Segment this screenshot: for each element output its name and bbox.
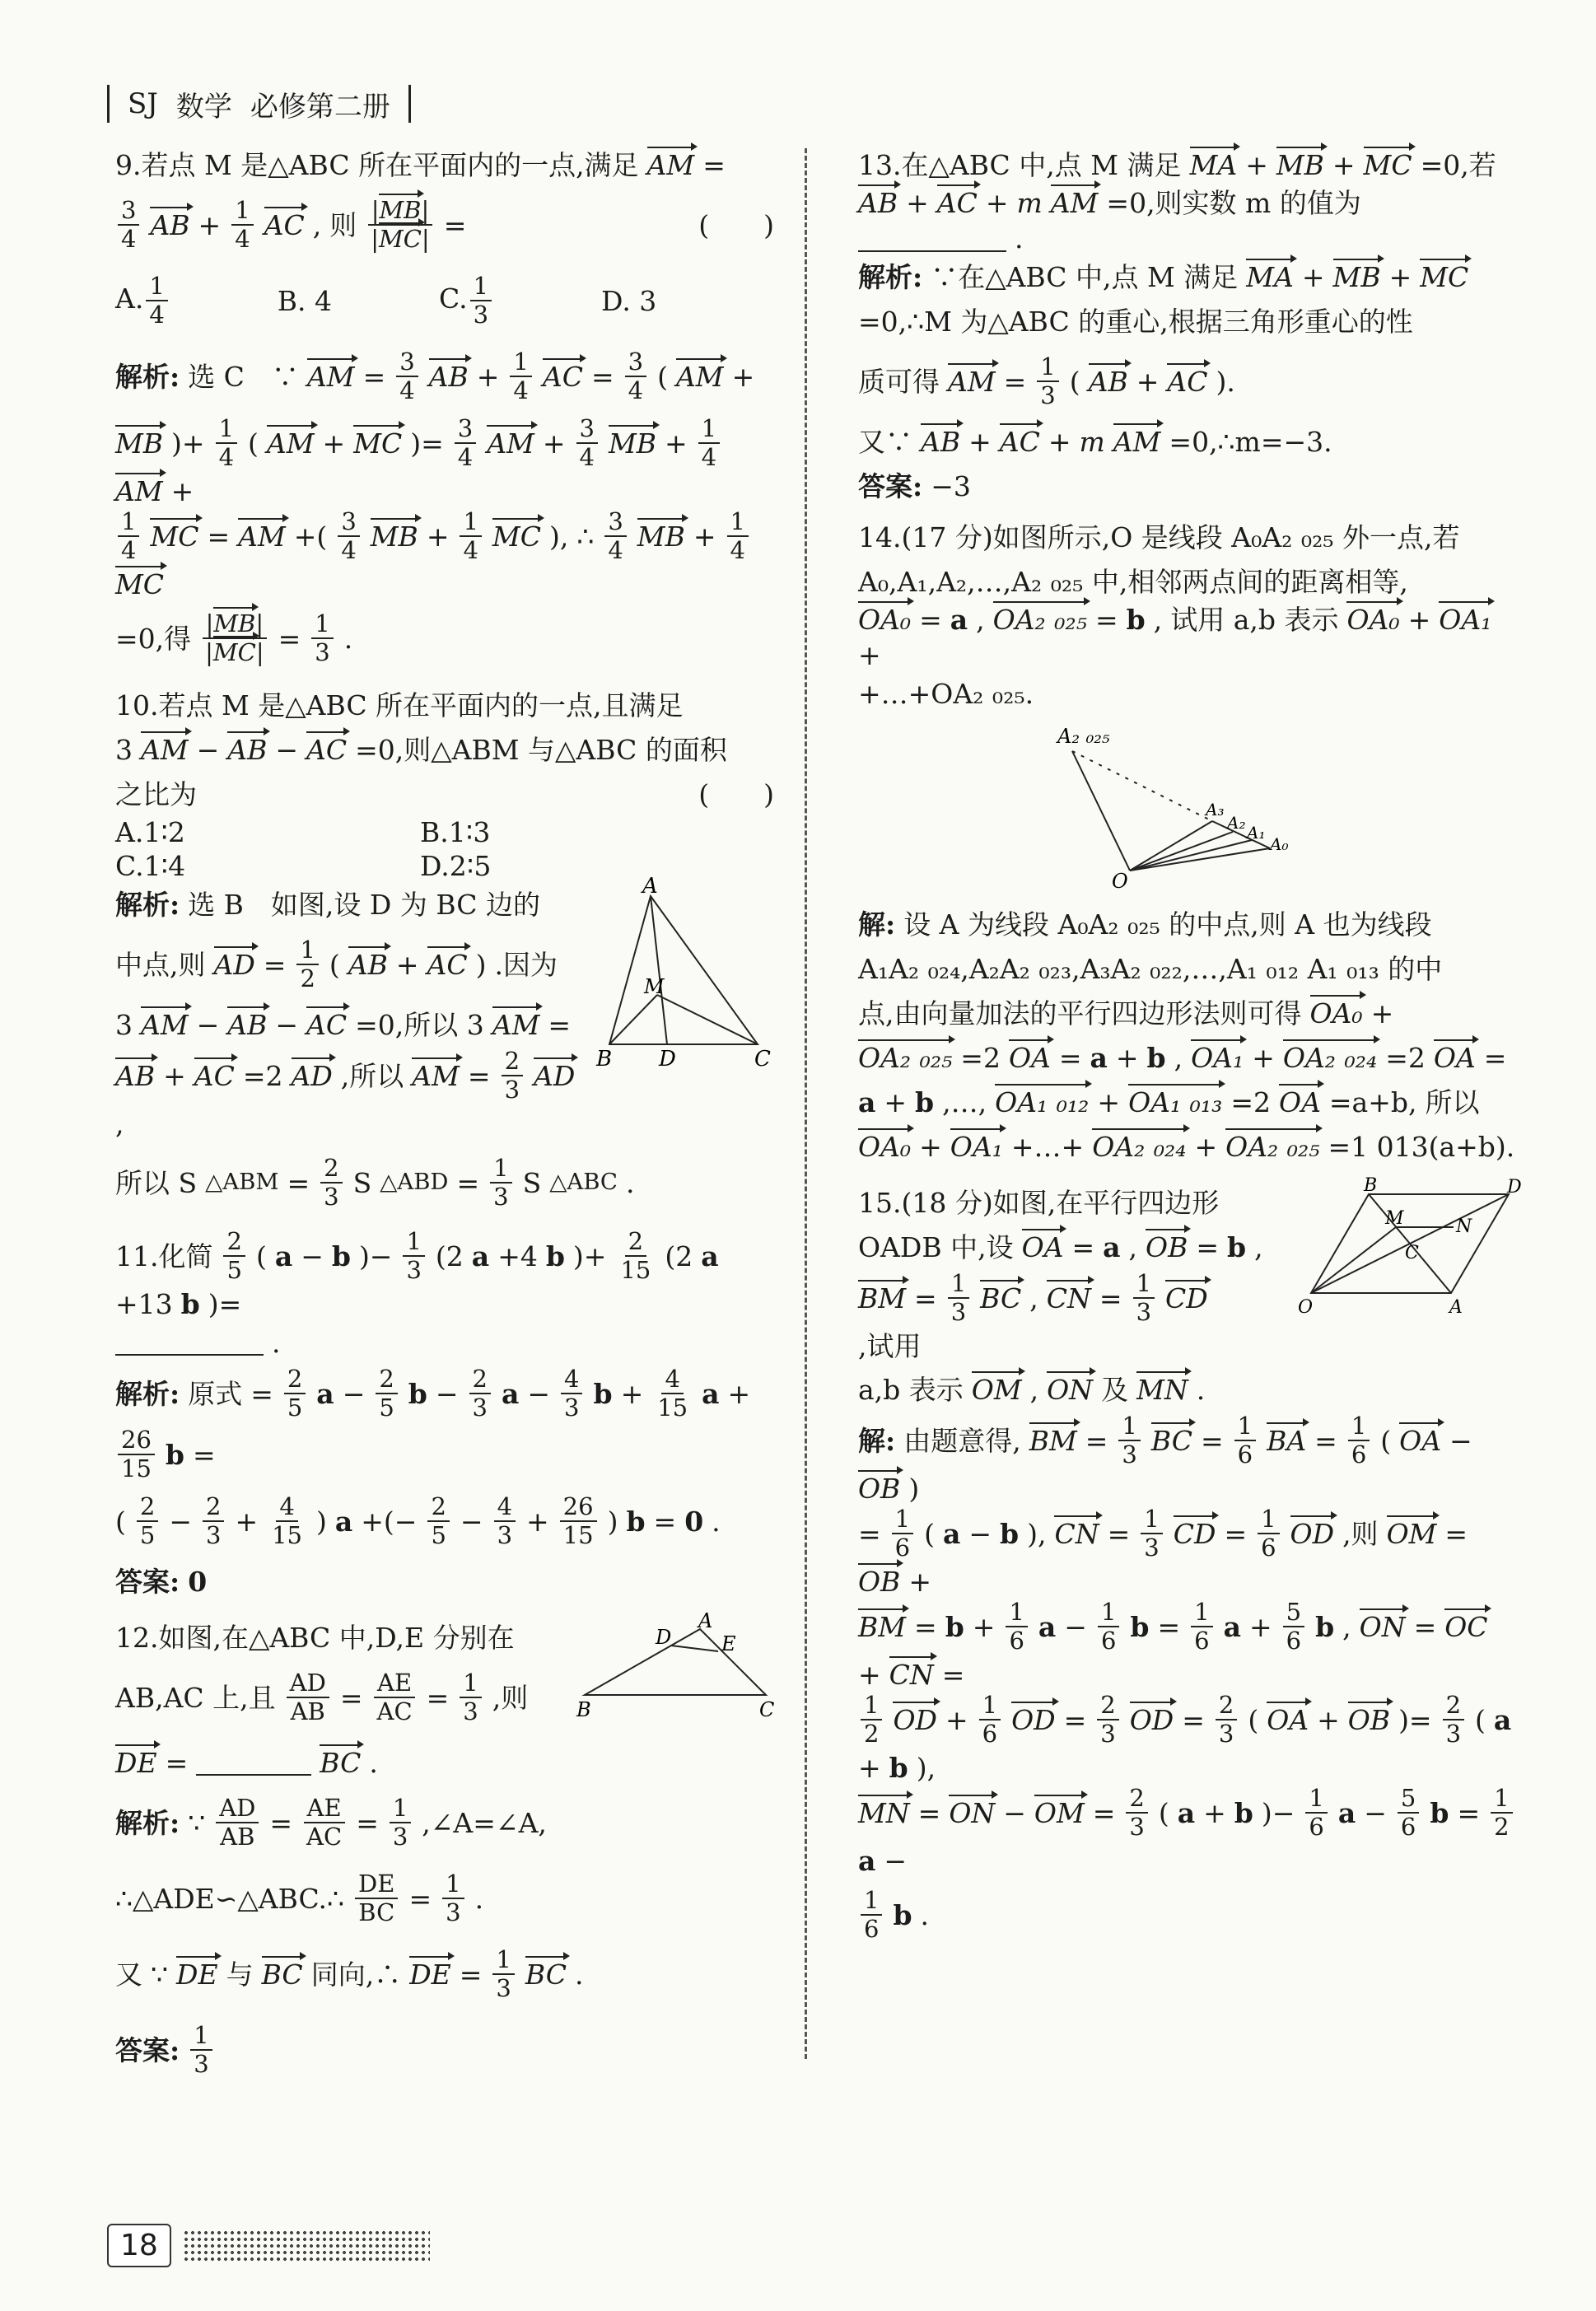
svg-text:O: O [1112,870,1128,893]
svg-text:C: C [759,1698,775,1721]
svg-text:M: M [1385,1208,1404,1229]
fig-label: C [754,1047,771,1071]
question-13: 13.在△ABC 中,点 M 满足 MA + MB + MC =0,若 AB + AC + m AM =0,则实数 m 的值为 . 解析: ∵在△ABC 中,点 M 满足 MA + MB + MC =0,∴M 为△ABC 的重心,根据三角形重心的性 质可得 AM = $\frac{1}{3}$ ( AB + AC ). 又∵ AB + AC + m AM =0,∴m=−3. 答案: −3 [858,148,1496,502]
option-c: C.1∶4 [115,850,186,882]
answer-blank [196,1749,311,1776]
svg-text:A₂: A₂ [1227,813,1246,833]
column-divider [805,148,807,2059]
left-column [115,140,774,2097]
page-footer [107,2224,430,2267]
svg-text:A₃: A₃ [1206,800,1225,819]
svg-text:B: B [1364,1175,1378,1196]
answer: −3 [931,469,971,502]
q10-options [115,816,774,882]
answer: 0 [188,1565,208,1598]
fan-figure-q14 [858,718,1517,899]
question-12: 12.如图,在△ABC 中,D,E 分别在 AB,AC 上,且 $\frac{AD}{AB}$ = $\frac{AE}{AC}$ = $\frac{1}{3}$ ,则 A D E B C DE = BC . 解析: ∵ $\frac{AD}{AB}$ = $\frac{AE}{AC}$ = $\frac{1}{3}$ ,∠A=∠A, ∴△ADE∽△ABC.∴ $\frac{DE}{BC}$ = $\frac{1}{3}$ . 又 ∵ DE 与 BC 同向,∴ DE = $\frac{1}{3}$ BC . 答案: $\frac{1}{3}$ [115,1609,775,2078]
jiexi-label: 解析: [115,1806,180,1839]
decorative-dots [183,2229,430,2262]
triangle-figure-q12 [576,1609,775,1721]
fig-label: A [642,874,658,899]
answer-paren: ( ) [698,777,774,810]
option-d: D.2∶5 [420,850,492,882]
svg-text:N: N [1456,1216,1472,1237]
jie-label: 解: [858,908,896,941]
q9-stem: 9.若点 M 是△ABC 所在平面内的一点,满足 [115,148,639,181]
jiexi-label: 解析: [115,888,180,921]
answer-label: 答案: [858,469,923,502]
parallelogram-figure-q15 [1295,1175,1522,1318]
svg-text:A: A [698,1609,713,1632]
q9-options [115,265,774,336]
page-number: 18 [107,2224,171,2267]
q10-stem: 10.若点 M 是△ABC 所在平面内的一点,且满足 [115,689,684,721]
vector: AM [646,148,695,181]
svg-text:A₂ ₀₂₅: A₂ ₀₂₅ [1057,725,1110,748]
answer-paren: ( ) [698,208,774,241]
question-14: 14.(17 分)如图所示,O 是线段 A₀A₂ ₀₂₅ 外一点,若 A₀,A₁,A₂,…,A₂ ₀₂₅ 中,相邻两点间的距离相等, OA₀ = a , OA₂ ₀₂₅ = b , 试用 a,b 表示 OA₀ + OA₁ + +…+OA₂ ₀₂₅. A₂ ₀₂₅ A₃ A₂ A₁ A₀ O 解: 设 A 为线段 A₀A₂ ₀₂₅ 的中点,则 A 也为线段 A₁A₂ ₀₂₄,A₂A₂ ₀₂₃,A₃A₂ ₀₂₂,…,A₁ ₀₁₂ A₁ ₀₁₃ 的中 点,由向量加法的平行四边形法则可得 OA₀ + OA₂ ₀₂₅ =2 OA = a + b , OA₁ + OA₂ ₀₂₄ =2 OA = a + b ,…, OA₁ ₀₁₂ + OA₁ ₀₁₃ =2 OA =a+b, 所以 OA₀ + OA₁ +…+ OA₂ ₀₂₄ + OA₂ ₀₂₅ =1 013(a+b). [858,517,1517,1166]
svg-text:A: A [1449,1297,1463,1318]
option-b: B.1∶3 [420,816,491,848]
svg-text:A₁: A₁ [1247,823,1266,843]
fraction: $\frac{|MB|}{|MC|}$ [367,198,432,251]
svg-text:A₀: A₀ [1270,834,1289,854]
fraction: $\frac{3}{4}$ [118,198,139,251]
book-title: 必修第二册 [250,90,390,124]
svg-text:O: O [1298,1297,1314,1318]
option-a: A.1∶2 [115,816,185,848]
question-9: 9.若点 M 是△ABC 所在平面内的一点,满足 AM = $\frac{3}{4}$ AB + $\frac{1}{4}$ AC , 则 $\frac{|MB|}{|MC|}$ = ( ) A. $\frac{1}{4}$ B. 4 C. $\frac{1}{3}$ D. 3 解析: 选 C ∵ AM = $\frac{3}{4}$ AB + $\frac{1}{4}$ AC = $\frac{3}{4}$ ( AM + MB )+ $\frac{1}{4}$ ( AM + MC )= $\frac{3}{4}$ AM + $\frac{3}{4}$ MB + $\frac{1}{4}$ AM + $\frac{1}{4}$ MC = AM +( $\frac{3}{4}$ MB + $\frac{1}{4}$ MC ), ∴ $\frac{3}{4}$ MB + $\frac{1}{4}$ MC =0,得 $\frac{|MB|}{|MC|}$ = $\frac{1}{3}$ . [115,148,774,666]
question-15: 15.(18 分)如图,在平行四边形 OADB 中,设 OA = a , OB = b , BM = $\frac{1}{3}$ BC , CN = $\frac{1}{3}$ CD ,试用 B D M C N O A a,b 表示 OM , ON 及 MN . 解: 由题意得, BM = $\frac{1}{3}$ BC = $\frac{1}{6}$ BA = $\frac{1}{6}$ ( OA − OB ) = $\frac{1}{6}$ ( a − b ), CN = $\frac{1}{3}$ CD = $\frac{1}{6}$ OD ,则 OM = OB + BM = b + $\frac{1}{6}$ a − $\frac{1}{6}$ b = $\frac{1}{6}$ a + $\frac{5}{6}$ b , ON = OC + CN = $\frac{1}{2}$ OD + $\frac{1}{6}$ OD = $\frac{2}{3}$ OD = $\frac{2}{3}$ ( OA + OB )= $\frac{2}{3}$ ( a + b ), MN = ON − OM = $\frac{2}{3}$ ( a + b )− $\frac{1}{6}$ a − $\frac{5}{6}$ b = $\frac{1}{2}$ a − $\frac{1}{6}$ b . [858,1175,1522,1943]
answer-blank [115,1329,264,1356]
fig-label: D [659,1047,676,1071]
option-c: C. $\frac{1}{3}$ [439,274,494,327]
svg-text:C: C [1405,1243,1419,1263]
fig-label: M [644,975,665,998]
q9-stem2: 则 [329,208,357,241]
answer-label: 答案: [115,2033,180,2066]
answer-label: 答案: [115,1565,180,1598]
jiexi-label: 解析: [858,260,923,293]
option-b: B. 4 [277,284,333,317]
right-column [858,140,1522,1962]
svg-text:D: D [1507,1177,1522,1198]
answer-blank [858,226,1006,252]
triangle-figure-q10 [593,874,774,1071]
question-10: 10.若点 M 是△ABC 所在平面内的一点,且满足 3 AM − AB − AC =0,则△ABM 与△ABC 的面积 之比为 ( ) A.1∶2 B.1∶3 C.1∶4 D.2∶5 解析: 选 B 如图,设 D 为 BC 边的 中点,则 AD = $\frac{1}{2}$ ( AB + AC ) .因为 3 AM − AB − AC =0,所以 3 AM = AB + AC =2 AD ,所以 AM = $\frac{2}{3}$ AD , A M B D C 所以 S △ABM = $\frac{2}{3}$ S △ABD = $\frac{1}{3}$ S △ABC . [115,689,774,1211]
subject: 数学 [175,90,232,124]
q9-jiexi: 选 C ∵ [188,360,299,393]
option-d: D. 3 [601,284,657,317]
vector: AB [150,208,190,241]
series-code: SJ [128,87,158,120]
jiexi-label: 解析: [115,360,180,393]
jie-label: 解: [858,1424,896,1457]
header-divider [408,85,411,123]
fraction: $\frac{1}{4}$ [231,198,253,251]
svg-text:E: E [721,1632,736,1655]
option-a: A. $\frac{1}{4}$ [115,274,170,327]
page-header [107,79,411,128]
svg-text:B: B [576,1698,591,1721]
fig-label: B [596,1047,613,1071]
vector: AC [264,208,305,241]
svg-text:D: D [656,1626,672,1649]
question-11: 11.化简 $\frac{2}{5}$ ( a − b )− $\frac{1}{3}$ (2 a +4 b )+ $\frac{2}{15}$ (2 a +13 b )= . 解析: 原式 = $\frac{2}{5}$ a − $\frac{2}{5}$ b − $\frac{2}{3}$ a − $\frac{4}{3}$ b + $\frac{4}{15}$ a + $\frac{26}{15}$ b = ( $\frac{2}{5}$ − $\frac{2}{3}$ + $\frac{4}{15}$ ) a +(− $\frac{2}{5}$ − $\frac{4}{3}$ + $\frac{26}{15}$ ) b = 0 . 答案: 0 [115,1227,751,1598]
q9-conclude: =0,得 [115,622,192,655]
jiexi-label: 解析: [115,1377,180,1410]
header-divider [107,85,110,123]
